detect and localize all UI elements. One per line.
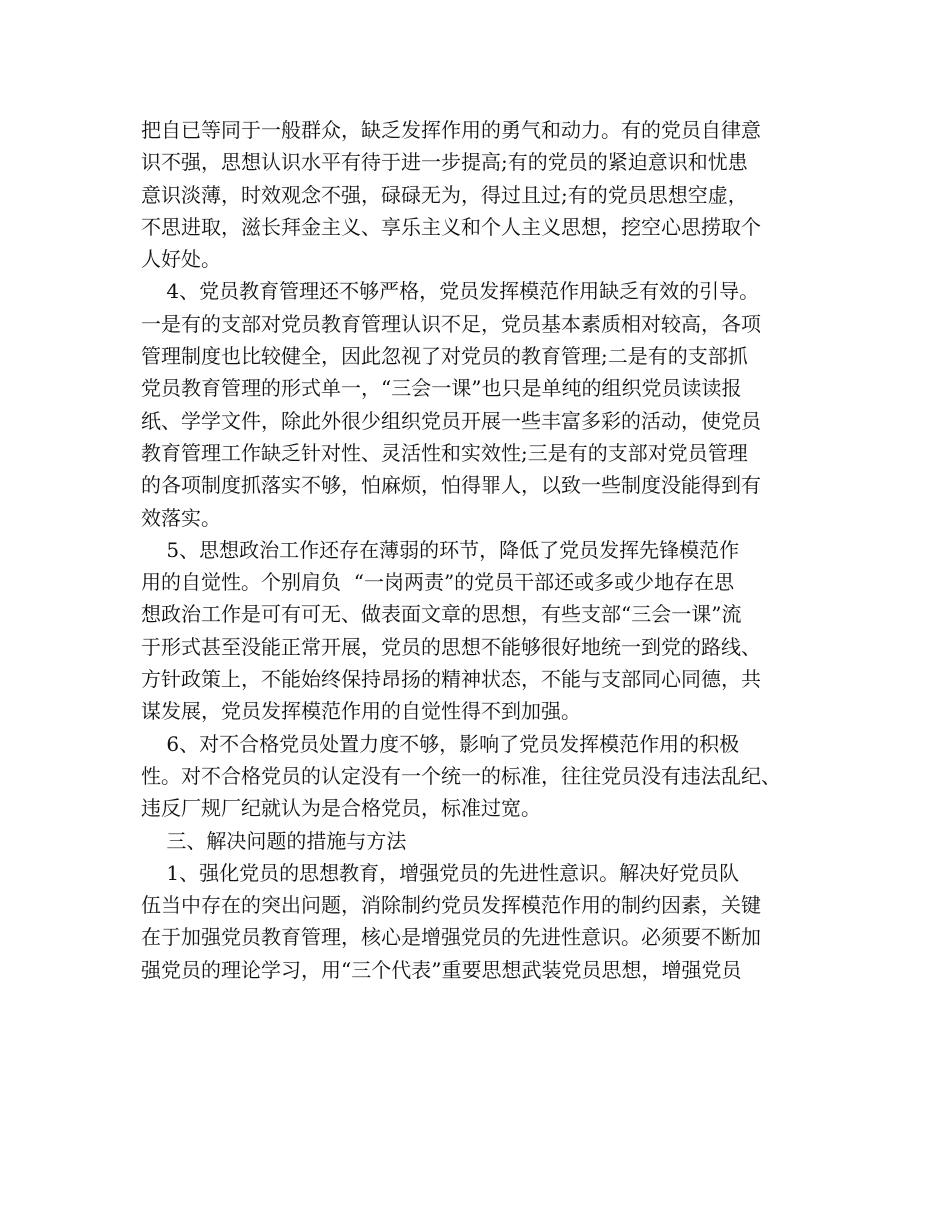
text-line: 1、强化党员的思想教育，增强党员的先进性意识。解决好党员队 <box>141 860 740 885</box>
text-line: 想政治工作是可有可无、做表面文章的思想，有些支部“三会一课”流 <box>141 602 742 627</box>
section-heading: 三、解决问题的措施与方法 <box>141 828 407 853</box>
text-line: 意识淡薄，时效观念不强，碌碌无为，得过且过;有的党员思想空虚， <box>141 182 748 207</box>
document-body <box>141 114 831 986</box>
text-line: 党员教育管理的形式单一，“三会一课”也只是单纯的组织党员读读报 <box>141 376 742 401</box>
text-line: 把自已等同于一般群众，缺乏发挥作用的勇气和动力。有的党员自律意 <box>141 118 761 142</box>
text-line: 纸、学学文件，除此外很少组织党员开展一些丰富多彩的活动，使党员 <box>141 408 761 433</box>
text-line: 谋发展，党员发挥模范作用的自觉性得不到加强。 <box>141 699 581 724</box>
text-line: 4、党员教育管理还不够严格，党员发挥模范作用缺乏有效的引导。 <box>141 279 760 304</box>
text-line: 强党员的理论学习，用“三个代表”重要思想武装党员思想，增强党员 <box>141 957 742 982</box>
text-line: 的各项制度抓落实不够，怕麻烦，怕得罪人，以致一些制度没能得到有 <box>141 473 761 498</box>
text-line: 6、对不合格党员处置力度不够，影响了党员发挥模范作用的积极 <box>141 731 740 756</box>
text-line: 于形式甚至没能正常开展，党员的思想不能够很好地统一到党的路线、 <box>141 634 761 659</box>
text-line: 5、思想政治工作还存在薄弱的环节，降低了党员发挥先锋模范作 <box>141 537 740 562</box>
text-line: 违反厂规厂纪就认为是合格党员，标准过宽。 <box>141 796 541 821</box>
text-line: 教育管理工作缺乏针对性、灵活性和实效性;三是有的支部对党员管理 <box>141 440 748 465</box>
text-line: 用的自觉性。个别肩负 “一岗两责”的党员干部还或多或少地存在思 <box>141 570 735 595</box>
text-line: 伍当中存在的突出问题，消除制约党员发挥模范作用的制约因素，关键 <box>141 893 761 918</box>
text-line: 识不强，思想认识水平有待于进一步提高;有的党员的紧迫意识和忧患 <box>141 150 748 175</box>
text-line: 一是有的支部对党员教育管理认识不足，党员基本素质相对较高，各项 <box>141 311 761 336</box>
text-line: 管理制度也比较健全，因此忽视了对党员的教育管理;二是有的支部抓 <box>141 344 748 369</box>
text-line: 方针政策上，不能始终保持昂扬的精神状态，不能与支部同心同德，共 <box>141 667 761 692</box>
text-line: 在于加强党员教育管理，核心是增强党员的先进性意识。必须要不断加 <box>141 925 761 950</box>
text-line: 人好处。 <box>141 247 221 272</box>
text-line: 效落实。 <box>141 505 221 530</box>
text-line: 性。对不合格党员的认定没有一个统一的标准，往往党员没有违法乱纪、 <box>141 763 781 788</box>
text-line: 不思进取，滋长拜金主义、享乐主义和个人主义思想，挖空心思捞取个 <box>141 214 761 239</box>
